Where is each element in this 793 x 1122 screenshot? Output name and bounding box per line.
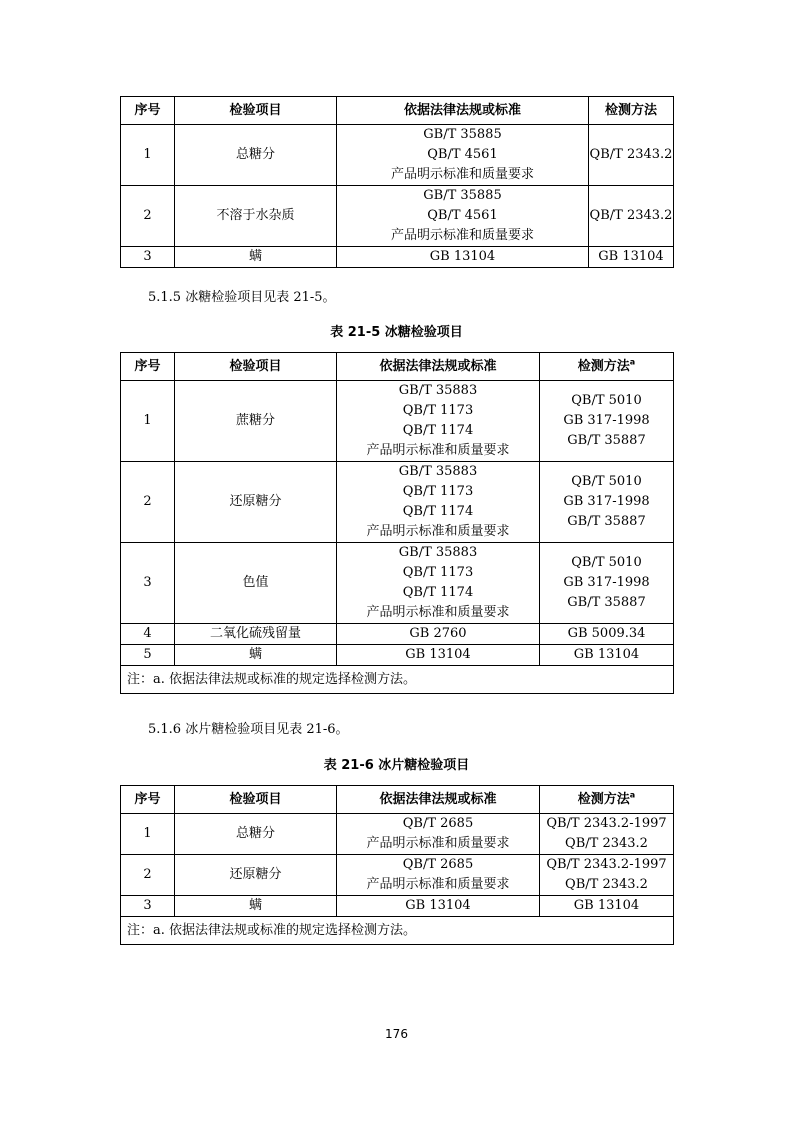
method-line: QB/T 5010	[571, 393, 642, 408]
method-line: QB/T 2343.2	[565, 877, 648, 892]
method-line: GB 13104	[573, 647, 640, 662]
table-row	[121, 381, 674, 462]
table-row	[121, 814, 674, 855]
cell-no: 2	[121, 186, 175, 247]
cell-basis	[337, 381, 540, 462]
table-caption-21-6: 表 21-6 冰片糖检验项目	[323, 758, 470, 773]
basis-line: GB/T 35883	[398, 545, 478, 560]
cell-basis	[337, 855, 540, 896]
method-line: QB/T 5010	[571, 555, 642, 570]
basis-line: GB 2760	[409, 626, 467, 641]
cell-method	[540, 543, 674, 624]
basis-line: QB/T 1173	[402, 484, 474, 499]
basis-line: GB 13104	[405, 647, 471, 662]
table-row	[121, 247, 674, 268]
basis-line: 产品明示标准和质量要求	[390, 167, 534, 182]
cell-item: 总糖分	[175, 125, 337, 186]
header-no: 序号	[121, 97, 175, 125]
header-basis: 依据法律法规或标准	[337, 353, 540, 381]
basis-line: 产品明示标准和质量要求	[366, 605, 510, 620]
table-row	[121, 543, 674, 624]
basis-line: QB/T 4561	[427, 147, 498, 162]
method-line: GB/T 35887	[567, 595, 646, 610]
footnote-mark: a	[629, 357, 636, 367]
cell-item: 还原糖分	[175, 462, 337, 543]
table-row	[121, 462, 674, 543]
table-row	[121, 624, 674, 645]
basis-line: 产品明示标准和质量要求	[366, 524, 510, 539]
cell-method	[589, 247, 674, 268]
table-row	[121, 645, 674, 666]
cell-basis	[337, 462, 540, 543]
cell-method	[540, 896, 674, 917]
cell-method	[589, 186, 674, 247]
cell-no: 3	[121, 543, 175, 624]
cell-no: 3	[121, 247, 175, 268]
header-item: 检验项目	[175, 353, 337, 381]
header-basis: 依据法律法规或标准	[337, 786, 540, 814]
method-line: QB/T 2343.2	[565, 836, 648, 851]
cell-method	[540, 645, 674, 666]
basis-line: 产品明示标准和质量要求	[366, 836, 510, 851]
header-method	[540, 786, 674, 814]
cell-basis	[337, 543, 540, 624]
table-header-row	[121, 786, 674, 814]
cell-method	[589, 125, 674, 186]
header-item: 检验项目	[175, 786, 337, 814]
cell-method	[540, 855, 674, 896]
table-1	[120, 96, 674, 268]
cell-no: 4	[121, 624, 175, 645]
cell-item: 蔗糖分	[175, 381, 337, 462]
cell-basis	[337, 125, 589, 186]
table-note-row	[121, 917, 674, 945]
cell-no: 1	[121, 381, 175, 462]
basis-line: GB 13104	[405, 898, 471, 913]
method-line: GB 317-1998	[563, 413, 650, 428]
cell-item: 总糖分	[175, 814, 337, 855]
method-line: GB 13104	[598, 249, 664, 264]
footnote-mark: a	[629, 790, 636, 800]
method-line: GB 5009.34	[567, 626, 646, 641]
basis-line: 产品明示标准和质量要求	[366, 443, 510, 458]
basis-line: QB/T 1174	[402, 585, 474, 600]
cell-basis	[337, 645, 540, 666]
cell-item: 二氧化硫残留量	[175, 624, 337, 645]
basis-line: QB/T 1173	[402, 403, 474, 418]
paragraph-5-1-6: 5.1.6 冰片糖检验项目见表 21-6。	[148, 722, 349, 737]
cell-item: 还原糖分	[175, 855, 337, 896]
header-method-label: 检测方法	[577, 791, 630, 807]
cell-item: 色值	[175, 543, 337, 624]
basis-line: 产品明示标准和质量要求	[366, 877, 510, 892]
table-21-6	[120, 785, 674, 945]
header-method	[540, 353, 674, 381]
basis-line: GB/T 35883	[398, 383, 478, 398]
paragraph-5-1-5: 5.1.5 冰糖检验项目见表 21-5。	[148, 290, 336, 305]
table-row	[121, 855, 674, 896]
table-header-row	[121, 353, 674, 381]
table-body	[121, 125, 674, 268]
method-line: GB 317-1998	[563, 494, 650, 509]
basis-line: QB/T 2685	[402, 857, 474, 872]
table-caption-21-5: 表 21-5 冰糖检验项目	[330, 325, 463, 340]
cell-item: 螨	[175, 896, 337, 917]
cell-basis	[337, 814, 540, 855]
header-no: 序号	[121, 353, 175, 381]
cell-no: 2	[121, 855, 175, 896]
basis-line: GB/T 35885	[423, 188, 502, 203]
basis-line: GB 13104	[429, 249, 496, 264]
basis-line: 产品明示标准和质量要求	[390, 228, 534, 243]
table-row	[121, 125, 674, 186]
method-line: QB/T 2343.2	[589, 208, 673, 223]
cell-basis	[337, 624, 540, 645]
table-note-row	[121, 666, 674, 694]
header-item: 检验项目	[175, 97, 337, 125]
cell-method	[540, 624, 674, 645]
header-no: 序号	[121, 786, 175, 814]
method-line: QB/T 2343.2-1997	[546, 816, 667, 831]
method-line: GB 13104	[573, 898, 640, 913]
cell-basis	[337, 247, 589, 268]
method-line: QB/T 2343.2-1997	[546, 857, 667, 872]
method-line: GB/T 35887	[567, 514, 646, 529]
table-note: 注：a. 依据法律法规或标准的规定选择检测方法。	[121, 917, 674, 945]
table-row	[121, 186, 674, 247]
cell-item: 螨	[175, 645, 337, 666]
cell-no: 3	[121, 896, 175, 917]
table-body	[121, 814, 674, 917]
page-number: 176	[385, 1027, 408, 1041]
method-line: GB/T 35887	[567, 433, 646, 448]
cell-method	[540, 814, 674, 855]
basis-line: QB/T 2685	[402, 816, 474, 831]
cell-no: 1	[121, 125, 175, 186]
table-row	[121, 896, 674, 917]
cell-item: 不溶于水杂质	[175, 186, 337, 247]
basis-line: QB/T 1174	[402, 504, 474, 519]
header-method-label: 检测方法	[577, 358, 630, 374]
cell-method	[540, 462, 674, 543]
table-note: 注：a. 依据法律法规或标准的规定选择检测方法。	[121, 666, 674, 694]
table-21-5	[120, 352, 674, 694]
cell-no: 2	[121, 462, 175, 543]
header-basis: 依据法律法规或标准	[337, 97, 589, 125]
cell-basis	[337, 896, 540, 917]
cell-no: 5	[121, 645, 175, 666]
basis-line: QB/T 4561	[427, 208, 498, 223]
header-method: 检测方法	[589, 97, 674, 125]
cell-method	[540, 381, 674, 462]
basis-line: QB/T 1173	[402, 565, 474, 580]
cell-item: 螨	[175, 247, 337, 268]
cell-basis	[337, 186, 589, 247]
method-line: GB 317-1998	[563, 575, 650, 590]
method-line: QB/T 2343.2	[589, 147, 673, 162]
basis-line: QB/T 1174	[402, 423, 474, 438]
method-line: QB/T 5010	[571, 474, 642, 489]
table-header-row	[121, 97, 674, 125]
cell-no: 1	[121, 814, 175, 855]
basis-line: GB/T 35883	[398, 464, 478, 479]
basis-line: GB/T 35885	[423, 127, 502, 142]
table-body	[121, 381, 674, 666]
